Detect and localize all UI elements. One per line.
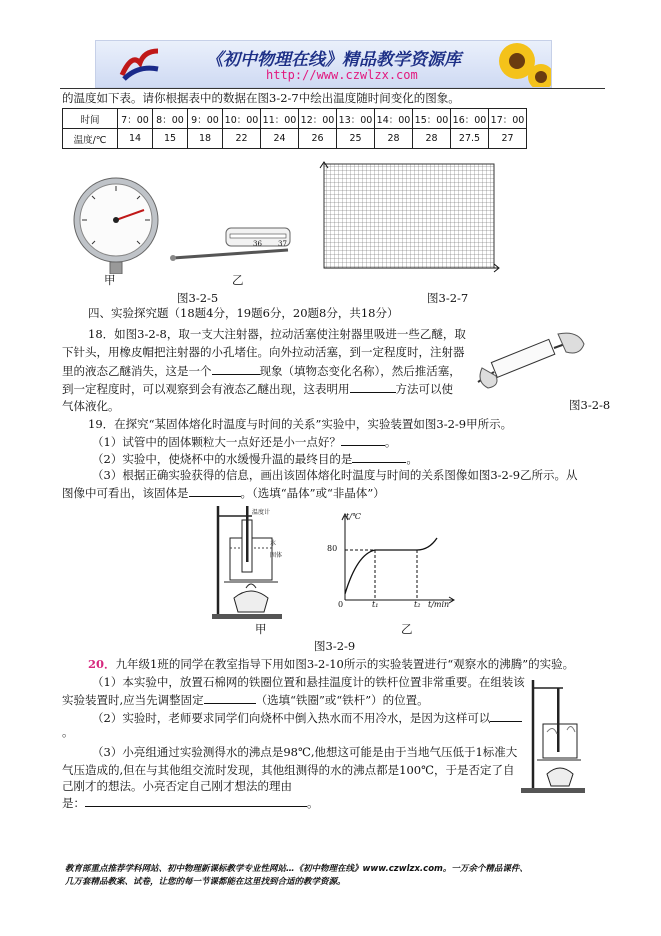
q19-line1: 19．在探究“某固体熔化时温度与时间的关系”实验中，实验装置如图3-2-9甲所示。 (88, 417, 513, 431)
temp-cell: 22 (223, 129, 261, 149)
header-rule (60, 88, 605, 89)
graph-t1: t₁ (372, 600, 379, 609)
q20-text: （选填“铁圈”或“铁杆”）的位置。 (255, 693, 429, 707)
intro-text: 的温度如下表。请你根据表中的数据在图3-2-7中绘出温度随时间变化的图象。 (62, 91, 460, 105)
label-jia: 甲 (104, 273, 116, 287)
time-cell: 13：00 (337, 109, 375, 129)
table-row (63, 129, 527, 149)
q19-text: 。（选填“晶体”或“非晶体”） (240, 486, 385, 500)
stand-label-thermometer: 温度计 (252, 509, 271, 516)
temp-cell: 18 (188, 129, 223, 149)
time-cell: 14：00 (375, 109, 413, 129)
q18-line3 (62, 362, 461, 379)
q20-line2: （1）本实验中，放置石棉网的铁圈位置和悬挂温度计的铁杆位置非常重要。在组装该 (92, 675, 525, 689)
q19-blank-1[interactable] (341, 433, 385, 446)
q20-line3 (62, 691, 429, 708)
time-cell: 16：00 (451, 109, 489, 129)
header-url: http://www.czwlzx.com (266, 68, 418, 82)
dial-thermometer-figure (68, 176, 164, 274)
caption-327: 图3-2-7 (427, 291, 469, 305)
footer (65, 863, 528, 889)
temp-cell: 28 (413, 129, 451, 149)
sunflower-icon (491, 41, 551, 87)
q19-line2 (92, 433, 396, 450)
temp-cell: 15 (153, 129, 188, 149)
syringe-figure (474, 332, 586, 392)
q19-text: （2）实验中，使烧杯中的水缓慢升温的最终目的是 (92, 452, 353, 466)
q18-line2: 下针头，用橡皮帽把注射器的小孔堵住。向外拉动活塞，到一定程度时，注射器 (62, 345, 465, 359)
melting-graph-figure (325, 510, 457, 610)
caption-329: 图3-2-9 (314, 639, 356, 653)
section-heading: 四、实验探究题（18题4分，19题6分，20题8分，共18分） (88, 306, 399, 320)
graph-grid-figure (318, 158, 500, 278)
header-banner (95, 40, 552, 88)
temp-cell: 27.5 (451, 129, 489, 149)
q20-line1 (88, 656, 574, 672)
time-cell: 15：00 (413, 109, 451, 129)
q18-text: 现象（填物态变化名称），然后推活塞， (259, 364, 461, 378)
q20-text: 九年级1班的同学在教室指导下用如图3-2-10所示的实验装置进行“观察水的沸腾”的实验。 (115, 657, 575, 671)
q20-line4 (92, 709, 522, 726)
temperature-table (62, 108, 527, 149)
q20-line7: 气压造成的,但在与其他组交流时发现，其他组测得的水的沸点都是100℃，于是否定了自 (62, 763, 515, 777)
q18-line5: 气体液化。 (62, 399, 120, 413)
q20-text: 实验装置时,应当先调整固定 (62, 693, 204, 707)
row-label-time: 时间 (63, 109, 118, 129)
q20-line5: 。 (62, 725, 74, 739)
q18-text: 方法可以使 (395, 382, 453, 396)
time-cell: 10：00 (223, 109, 261, 129)
header-title: 《初中物理在线》精品教学资源库 (206, 50, 461, 70)
graph-origin: 0 (338, 600, 344, 609)
caption-328: 图3-2-8 (569, 398, 611, 412)
q18-text: 里的液态乙醚消失，这是一个 (62, 364, 212, 378)
boiling-apparatus-figure (517, 676, 593, 794)
time-cell: 12：00 (299, 109, 337, 129)
q20-line8: 己刚才的想法。小亮否定自己刚才想法的理由 (62, 779, 292, 793)
graph-xlabel: t/min (428, 600, 450, 609)
label-jia-2: 甲 (255, 622, 267, 636)
q18-text: 到一定程度时，可以观察到会有液态乙醚出现，这表明用 (62, 382, 350, 396)
label-yi-2: 乙 (401, 622, 413, 636)
q19-line5 (62, 484, 385, 501)
q19-text: 。 (406, 452, 418, 466)
footer-line2: 几万套精品教案、试卷，让您的每一节课都能在这里找到合适的教学资源。 (65, 877, 346, 887)
graph-ylabel: t/℃ (346, 512, 361, 521)
q19-line4: （3）根据正确实验获得的信息，画出该固体熔化时温度与时间的关系图像如图3-2-9乙所示。从 (92, 468, 578, 482)
q19-blank-2[interactable] (352, 450, 406, 463)
q20-number: 20． (88, 657, 116, 671)
time-cell: 11：00 (261, 109, 299, 129)
graph-y80: 80 (327, 544, 338, 553)
q18-blank-1[interactable] (212, 362, 260, 375)
q18-line1: 18．如图3-2-8，取一支大注射器，拉动活塞使注射器里吸进一些乙醚，取 (88, 327, 466, 341)
time-cell: 9：00 (188, 109, 223, 129)
caption-325: 图3-2-5 (177, 291, 219, 305)
time-cell: 8：00 (153, 109, 188, 129)
label-yi: 乙 (232, 273, 244, 287)
q19-blank-3[interactable] (189, 484, 241, 497)
q20-blank-1[interactable] (204, 691, 256, 704)
q19-line3 (92, 450, 418, 467)
temp-cell: 27 (489, 129, 527, 149)
logo-icon (118, 47, 162, 81)
temp-cell: 26 (299, 129, 337, 149)
q18-line4 (62, 380, 453, 397)
temp-cell: 14 (118, 129, 153, 149)
q18-blank-2[interactable] (350, 380, 396, 393)
q20-blank-3[interactable] (85, 794, 307, 807)
q19-text: （1）试管中的固体颗粒大一点好还是小一点好？ (92, 435, 341, 449)
thermo-36: 36 (253, 240, 262, 248)
thermo-37: 37 (278, 240, 287, 248)
stand-label-water: 水 (270, 540, 277, 547)
stand-label-solid: 固体 (270, 552, 283, 559)
melting-apparatus-figure (208, 502, 294, 620)
q20-text: 。 (307, 796, 319, 810)
footer-line1: 教育部重点推荐学科网站、初中物理新课标教学专业性网站…《初中物理在线》www.czwlzx.com。一万余个精品课件、 (65, 864, 528, 874)
time-cell: 7：00 (118, 109, 153, 129)
q20-text: 是： (62, 796, 85, 810)
row-label-temp: 温度/℃ (63, 129, 118, 149)
temp-cell: 25 (337, 129, 375, 149)
time-cell: 17：00 (489, 109, 527, 129)
q20-line9 (62, 794, 319, 811)
clinical-thermometer-figure (168, 226, 292, 266)
graph-t2: t₂ (414, 600, 421, 609)
table-row (63, 109, 527, 129)
q20-line6: （3）小亮组通过实验测得水的沸点是98℃,他想这可能是由于当地气压低于1标准大 (92, 745, 518, 759)
temp-cell: 24 (261, 129, 299, 149)
q19-text: 。 (384, 435, 397, 449)
temp-cell: 28 (375, 129, 413, 149)
q19-text: 图像中可看出，该固体是 (62, 486, 189, 500)
q20-text: （2）实验时，老师要求同学们向烧杯中倒入热水而不用冷水，是因为这样可以 (92, 711, 491, 725)
